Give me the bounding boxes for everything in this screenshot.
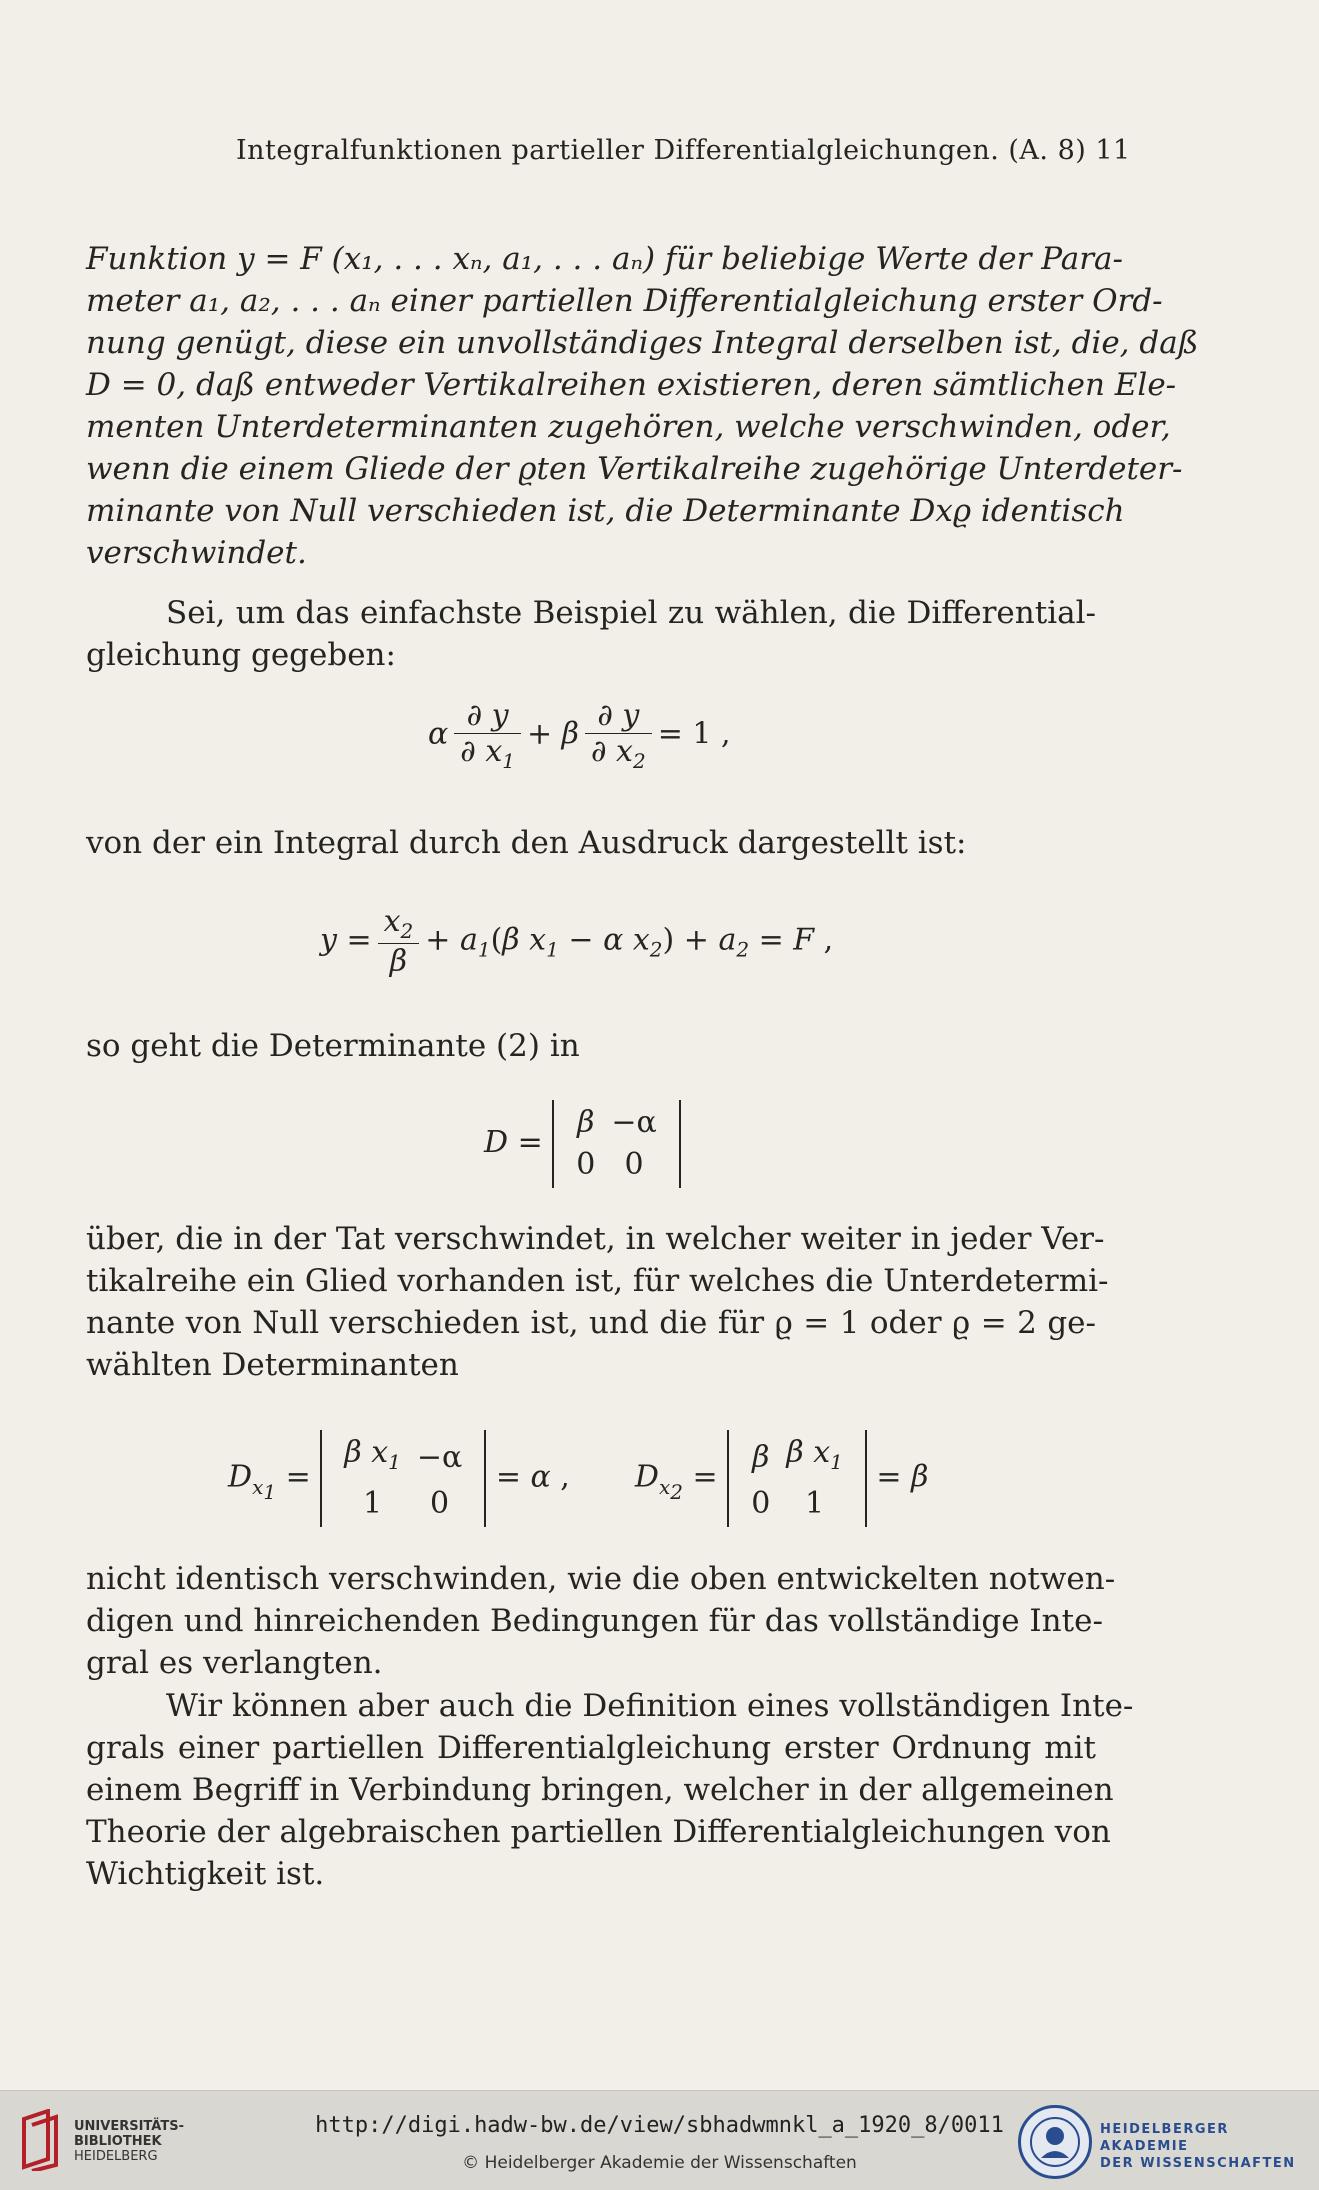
library-name-line: UNIVERSITÄTS- [74, 2119, 184, 2134]
source-url[interactable]: http://digi.hadw-bw.de/view/sbhadwmnkl_a_1920_8/0011 [315, 2113, 1004, 2138]
determinant: β β $x_1$ 0 1 [727, 1430, 867, 1527]
text-line: Sei, um das einfachste Beispiel zu wählen, die Differential- [166, 595, 1096, 631]
text-line: grals einer partiellen Differentialgleichung erster Ordnung mit [86, 1730, 1096, 1766]
paragraph-7 [86, 1685, 1134, 1895]
paragraph-5 [86, 1218, 1109, 1386]
paragraph-1 [86, 238, 1199, 574]
paragraph-2 [86, 592, 1096, 676]
text-line: wenn die einem Gliede der ϱten Vertikalreihe zugehörige Unterdeter- [86, 451, 1183, 487]
equation-determinants-dx: $D_{x_1}$ = β $x_1$ −α 1 0 = α , $D_{x_2}$ = β β $x_1$ 0 1 = β [228, 1430, 928, 1527]
text-line: nante von Null verschieden ist, und die für ϱ = 1 oder ϱ = 2 ge- [86, 1305, 1096, 1341]
text-line: Wichtigkeit ist. [86, 1856, 325, 1892]
academy-seal-icon [1018, 2105, 1092, 2179]
determinant: β −α 0 0 [552, 1100, 681, 1188]
text-line: von der ein Integral durch den Ausdruck dargestellt ist: [86, 825, 967, 861]
text-line: über, die in der Tat verschwindet, in welcher weiter in jeder Ver- [86, 1221, 1105, 1257]
academy-name-line: HEIDELBERGER AKADEMIE [1100, 2122, 1229, 2154]
text-line: Theorie der algebraischen partiellen Differentialgleichungen von [86, 1814, 1111, 1850]
text-line: gral es verlangten. [86, 1645, 383, 1681]
footer-bar [0, 2090, 1319, 2190]
library-name-line: BIBLIOTHEK [74, 2134, 162, 2149]
paragraph-4 [86, 1025, 1096, 1067]
text-line: nung genügt, diese ein unvollständiges Integral derselben ist, die, daß [86, 325, 1199, 361]
text-line: menten Unterdeterminanten zugehören, welche verschwinden, oder, [86, 409, 1171, 445]
text-line: nicht identisch verschwinden, wie die oben entwickelten notwen- [86, 1561, 1116, 1597]
text-line: so geht die Determinante (2) in [86, 1028, 580, 1064]
equation-integral: y = $\frac{x_2}{\beta}$ + $a_1(\beta$ $x_1 - \alpha$ $x_2) + a_2 = F$ , [320, 904, 834, 979]
paragraph-3 [86, 822, 1096, 864]
text-line: Funktion y = F (x₁, . . . xₙ, a₁, . . . aₙ) für beliebige Werte der Para- [86, 241, 1123, 277]
paragraph-6 [86, 1558, 1116, 1684]
copyright-notice: © Heidelberger Akademie der Wissenschaften [462, 2153, 857, 2173]
text-line: digen und hinreichenden Bedingungen für das vollständige Inte- [86, 1603, 1103, 1639]
running-head: Integralfunktionen partieller Differentialgleichungen. (A. 8) 11 [236, 135, 1131, 166]
academy-name [1100, 2121, 1319, 2172]
text-line: meter a₁, a₂, . . . aₙ einer partiellen Differentialgleichung erster Ord- [86, 283, 1163, 319]
text-line: Wir können aber auch die Definition eines vollständigen Inte- [166, 1688, 1134, 1724]
text-line: minante von Null verschieden ist, die Determinante Dxϱ identisch [86, 493, 1125, 529]
text-line: D = 0, daß entweder Vertikalreihen existieren, deren sämtlichen Ele- [86, 367, 1177, 403]
text-line: verschwindet. [86, 535, 307, 571]
equation-determinant-d: D = β −α 0 0 [484, 1100, 681, 1188]
determinant: β $x_1$ −α 1 0 [320, 1430, 486, 1527]
text-line: tikalreihe ein Glied vorhanden ist, für welches die Unterdetermi- [86, 1263, 1109, 1299]
text-line: einem Begriff in Verbindung bringen, welcher in der allgemeinen [86, 1772, 1114, 1808]
academy-name-line: DER WISSENSCHAFTEN [1100, 2156, 1296, 2171]
library-name-line: HEIDELBERG [74, 2149, 158, 2164]
text-line: gleichung gegeben: [86, 637, 396, 673]
equation-pde: α $\frac{\partial y}{\partial x_1}$ + β $\frac{\partial y}{\partial x_2}$ = 1 , [428, 698, 731, 773]
text-line: wählten Determinanten [86, 1347, 459, 1383]
